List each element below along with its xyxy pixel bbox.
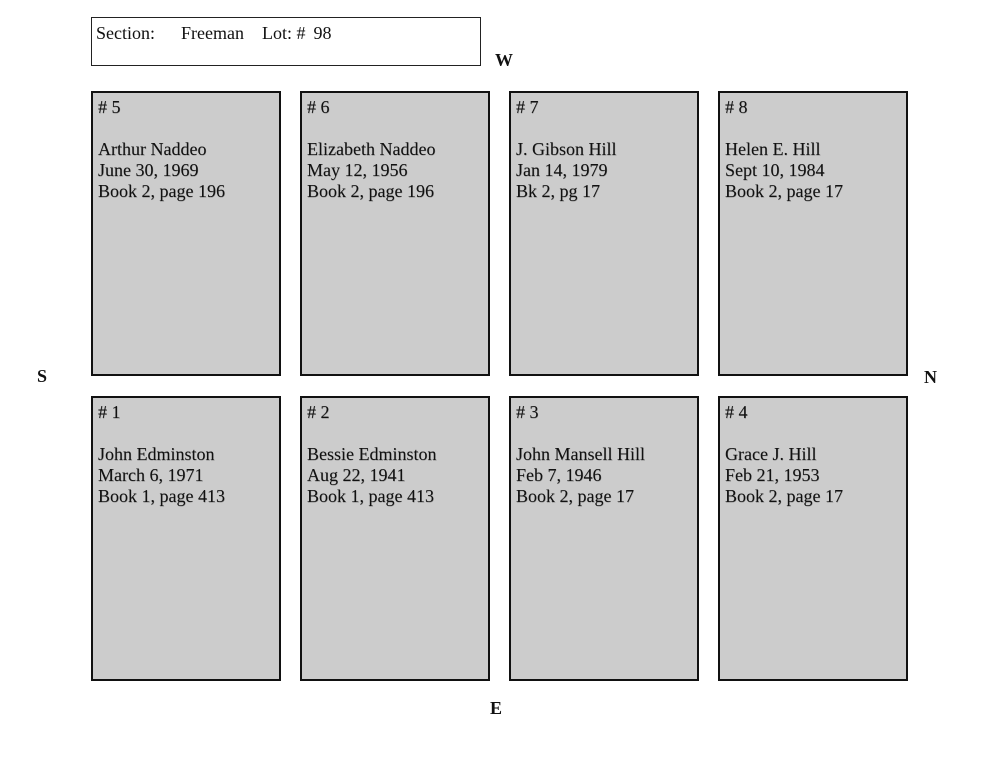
plot-record: Book 2, page 17 <box>516 486 634 506</box>
plot-date: May 12, 1956 <box>307 160 408 180</box>
plot-record: Book 1, page 413 <box>98 486 225 506</box>
plot-number: # 1 <box>98 402 121 422</box>
plot-number: # 5 <box>98 97 121 117</box>
plot-1 <box>91 396 281 681</box>
plot-date: June 30, 1969 <box>98 160 199 180</box>
lot-label: Lot: # <box>261 23 306 43</box>
plot-date: Feb 21, 1953 <box>725 465 820 485</box>
plot-number: # 2 <box>307 402 330 422</box>
plot-number: # 8 <box>725 97 748 117</box>
plot-record: Book 2, page 17 <box>725 486 843 506</box>
plot-7 <box>509 91 699 376</box>
compass-west: W <box>495 50 513 70</box>
plot-name: Arthur Naddeo <box>98 139 207 159</box>
plot-4 <box>718 396 908 681</box>
plot-name: John Mansell Hill <box>516 444 645 464</box>
plot-date: Sept 10, 1984 <box>725 160 825 180</box>
plot-name: Elizabeth Naddeo <box>307 139 436 159</box>
plot-name: Grace J. Hill <box>725 444 817 464</box>
plot-3 <box>509 396 699 681</box>
plot-date: Feb 7, 1946 <box>516 465 602 485</box>
plot-record: Book 2, page 196 <box>98 181 225 201</box>
plot-8 <box>718 91 908 376</box>
plot-number: # 4 <box>725 402 748 422</box>
plot-number: # 3 <box>516 402 539 422</box>
plot-name: J. Gibson Hill <box>516 139 617 159</box>
section-label: Section: <box>96 23 155 43</box>
plot-date: Aug 22, 1941 <box>307 465 406 485</box>
plot-number: # 6 <box>307 97 330 117</box>
plot-date: March 6, 1971 <box>98 465 204 485</box>
plot-record: Book 1, page 413 <box>307 486 434 506</box>
plot-5 <box>91 91 281 376</box>
plot-name: Bessie Edminston <box>307 444 437 464</box>
plot-name: John Edminston <box>98 444 215 464</box>
plot-6 <box>300 91 490 376</box>
plot-name: Helen E. Hill <box>725 139 821 159</box>
plot-2 <box>300 396 490 681</box>
section-lot-header <box>91 17 481 66</box>
lot-value: 98 <box>313 23 332 43</box>
section-value: Freeman <box>181 23 244 43</box>
plot-record: Bk 2, pg 17 <box>516 181 601 201</box>
compass-north: N <box>924 367 937 387</box>
plot-record: Book 2, page 196 <box>307 181 434 201</box>
plot-number: # 7 <box>516 97 539 117</box>
plot-date: Jan 14, 1979 <box>516 160 608 180</box>
compass-east: E <box>490 698 503 718</box>
compass-south: S <box>37 366 48 386</box>
plot-record: Book 2, page 17 <box>725 181 843 201</box>
